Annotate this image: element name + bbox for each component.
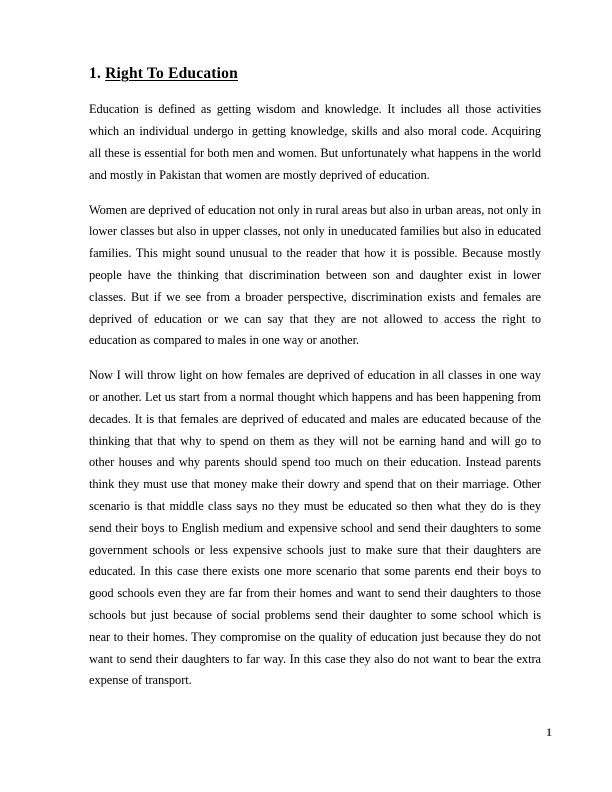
paragraph-2: Women are deprived of education not only in rural areas but also in urban areas, not only in lower classes but also in upper classes, not only in uneducated families but also in educated families. This might sound unusual to the reader that how it is possible. Because mostly people have the thinking that discrimination between son and daughter exist in lower classes. But if we see from a broader perspective, discrimination exists and females are deprived of education or we can say that they are not allowed to access the right to education as compared to males in one way or another.: [89, 202, 541, 348]
page-title: [89, 64, 541, 83]
paragraph-3: Now I will throw light on how females are deprived of education in all classes in one way or another. Let us start from a normal thought which happens and has been happening from decades. It is that females are deprived of educated and males are educated because of the thinking that that why to spend on them as they will not be earning hand and will go to other houses and why parents should spend too much on their education. Instead parents think they must use that money make their dowry and spend that on their marriage. Other scenario is that middle class says no they must be educated so then what they do is they send their boys to English medium and expensive school and send their daughters to some government schools or less expensive schools just to make sure that their daughters are educated. In this case there exists one more scenario that some parents end their boys to good schools even they are far from their homes and want to send their daughters to those schools but just because of social problems send their daughter to some school which is near to their homes. They compromise on the quality of education just because they do not want to send their daughters to far way. In this case they also do not want to bear the extra expense of transport.: [89, 368, 541, 688]
paragraph-1: Education is defined as getting wisdom and knowledge. It includes all those activities which an individual undergo in getting knowledge, skills and also moral code. Acquiring all these is essential for both men and women. But unfortunately what happens in the world and mostly in Pakistan that women are mostly deprived of education.: [89, 102, 541, 182]
document-body: [89, 64, 541, 692]
heading-number: 1.: [89, 65, 102, 82]
heading-title: Right To Education: [105, 65, 238, 82]
page-number: 1: [546, 727, 552, 739]
